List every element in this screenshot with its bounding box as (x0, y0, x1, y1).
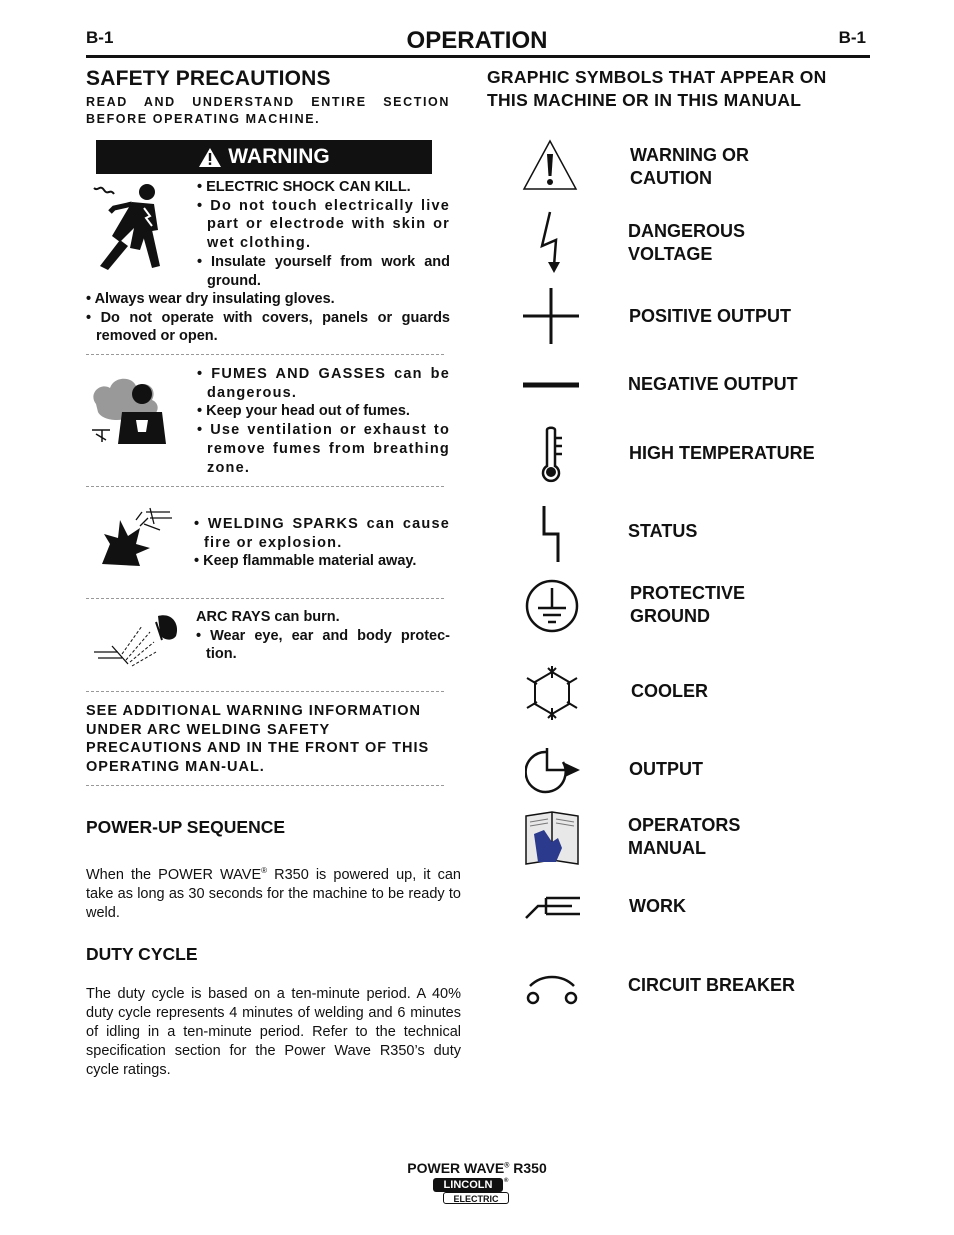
manual-book-icon (522, 808, 582, 868)
fumes-item: • Keep your head out of fumes. (197, 403, 410, 420)
shock-item: • Always wear dry insulating gloves. (86, 291, 335, 307)
minus-icon (523, 380, 579, 390)
symbol-label-operators-manual: OPERATORS MANUAL (628, 815, 741, 858)
work-clamp-icon (524, 894, 582, 920)
divider (86, 691, 444, 692)
fumes-item: • Use ventilation or exhaust to remove fumes from breathing zone. (197, 422, 450, 476)
shock-item: • Do not operate with covers, panels or guards removed or open. (86, 309, 450, 345)
sparks-warning-list (194, 515, 450, 571)
divider (86, 486, 444, 487)
shock-item: • Insulate yourself from work and ground. (197, 253, 450, 289)
sparks-item: • WELDING SPARKS can cause fire or explosion. (194, 516, 450, 551)
symbol-label-positive-output: POSITIVE OUTPUT (629, 306, 792, 326)
page-number-right: B-1 (838, 28, 866, 47)
powerup-heading: POWER-UP SEQUENCE (86, 817, 286, 837)
symbol-label-status: STATUS (628, 521, 698, 541)
graphic-symbols-heading: GRAPHIC SYMBOLS THAT APPEAR ON THIS MACHINE OR IN THIS MANUAL (487, 67, 827, 110)
warning-triangle-icon (198, 147, 222, 168)
symbol-label-work: WORK (629, 896, 686, 916)
lincoln-electric-logo: LINCOLN ® ELECTRIC (433, 1178, 521, 1205)
footer-product-name: POWER WAVE® R350 (407, 1160, 547, 1176)
page-title: OPERATION (406, 27, 548, 54)
arc-rays-icon (92, 612, 182, 668)
arc-item: ARC RAYS can burn. (196, 609, 340, 625)
safety-heading: SAFETY PRECAUTIONS (86, 67, 331, 90)
see-additional-warning: SEE ADDITIONAL WARNING INFORMATION UNDER ARC WELDING SAFETY PRECAUTIONS AND IN THE FRONT OF THIS OPERATING MAN-UAL. (86, 703, 430, 776)
symbol-label-dangerous-voltage: DANGEROUS VOLTAGE (628, 221, 746, 264)
page-number-left: B-1 (86, 28, 114, 47)
duty-cycle-text: The duty cycle is based on a ten-minute period. A 40% duty cycle represents 4 minutes of welding and 6 minutes of idling in a ten-minute period. Refer to the technical specification section for the Power Wave R350’s duty cycle ratings. (86, 986, 461, 1078)
symbol-label-protective-ground: PROTECTIVE GROUND (630, 583, 746, 626)
warning-label: WARNING (228, 145, 330, 168)
divider (86, 354, 444, 355)
divider (86, 598, 444, 599)
symbol-label-circuit-breaker: CIRCUIT BREAKER (628, 975, 796, 995)
symbol-label-output: OUTPUT (629, 759, 703, 779)
divider (86, 785, 444, 786)
warning-banner (96, 140, 432, 174)
shock-item: • Do not touch electrically live part or electrode with skin or wet clothing. (197, 197, 450, 252)
arc-warning-list (196, 608, 450, 664)
sparks-item: • Keep flammable material away. (194, 553, 417, 570)
welding-sparks-icon (100, 504, 174, 568)
plus-icon (523, 288, 579, 344)
duty-cycle-heading: DUTY CYCLE (86, 944, 198, 964)
shock-warning-list-cont (86, 290, 450, 346)
output-arrow-icon (525, 748, 583, 794)
symbol-label-negative-output: NEGATIVE OUTPUT (628, 374, 798, 394)
symbol-label-high-temperature: HIGH TEMPERATURE (629, 443, 815, 463)
header-rule (86, 55, 870, 58)
fumes-warning-list (197, 365, 450, 477)
symbol-label-cooler: COOLER (631, 681, 709, 701)
warning-triangle-icon (521, 138, 579, 192)
electric-shock-icon (92, 180, 172, 272)
thermometer-icon (537, 426, 567, 484)
arc-item: • Wear eye, ear and body protec-tion. (196, 627, 450, 663)
fumes-icon (88, 374, 174, 448)
shock-warning-list (197, 178, 450, 290)
circuit-breaker-icon (522, 974, 582, 1010)
status-icon (538, 504, 564, 564)
lightning-bolt-icon (538, 210, 564, 274)
safety-subheading: READ AND UNDERSTAND ENTIRE SECTION BEFORE OPERATING MACHINE. (86, 95, 450, 126)
powerup-text: When the POWER WAVE® R350 is powered up, it can take as long as 30 seconds for the machine to be ready to weld. (86, 866, 461, 921)
symbol-label-warning: WARNING OR CAUTION (630, 145, 749, 188)
shock-item: • ELECTRIC SHOCK CAN KILL. (197, 179, 411, 195)
fumes-item: • FUMES AND GASSES can be dangerous. (197, 366, 450, 401)
snowflake-icon (525, 664, 579, 722)
ground-icon (524, 578, 580, 634)
